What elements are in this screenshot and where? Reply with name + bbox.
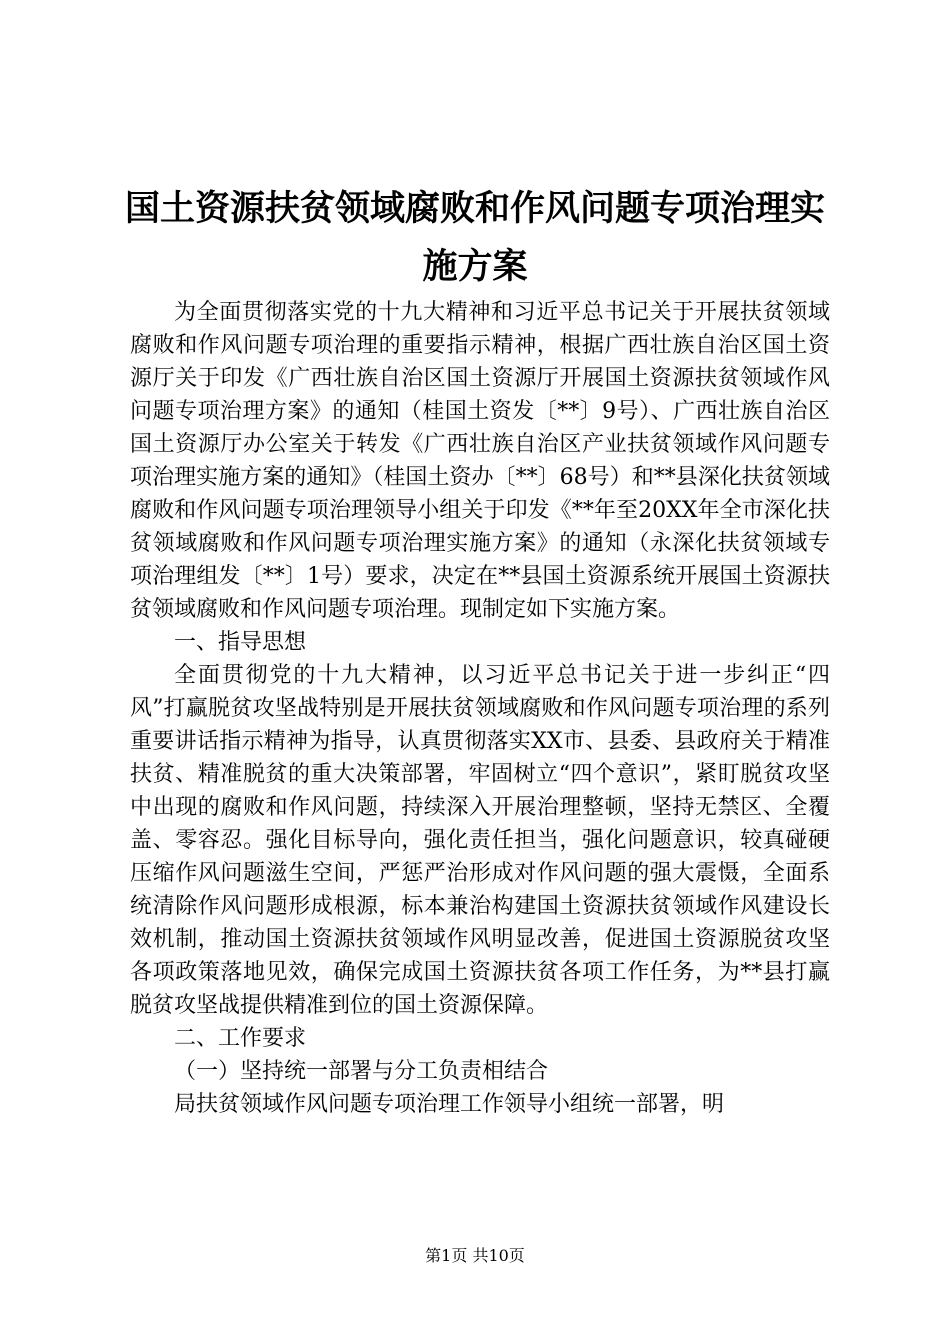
subsection-paragraph-1: 局扶贫领域作风问题专项治理工作领导小组统一部署，明 [174, 1092, 725, 1117]
document-title-line-1: 国土资源扶贫领域腐败和作风问题专项治理实 [124, 188, 825, 229]
section-heading-work-requirements: 二、工作要求 [174, 1026, 307, 1051]
document-title-line-2: 施方案 [422, 246, 528, 287]
guiding-thought-paragraph: 全面贯彻党的十九大精神，以习近平总书记关于进一步纠正“四风”打赢脱贫攻坚战特别是开展扶贫领域腐败和作风问题专项治理的系列重要讲话指示精神为指导，认真贯彻落实XX市、县委、县政府关于精准扶贫、精准脱贫的重大决策部署，牢固树立“四个意识”，紧盯脱贫攻坚中出现的腐败和作风问题，持续深入开展治理整顿，坚持无禁区、全覆盖、零容忍。强化目标导向，强化责任担当，强化问题意识，较真碰硬压缩作风问题滋生空间，严惩严治形成对作风问题的强大震慑，全面系统清除作风问题形成根源，标本兼治构建国土资源扶贫领域作风建设长效机制，推动国土资源扶贫领域作风明显改善，促进国土资源脱贫攻坚各项政策落地见效，确保完成国土资源扶贫各项工作任务，为**县打赢脱贫攻坚战提供精准到位的国土资源保障。 [130, 663, 830, 1018]
document-body [130, 296, 830, 1121]
intro-paragraph: 为全面贯彻落实党的十九大精神和习近平总书记关于开展扶贫领域腐败和作风问题专项治理的重要指示精神，根据广西壮族自治区国土资源厅关于印发《广西壮族自治区国土资源厅开展国土资源扶贫领域作风问题专项治理方案》的通知（桂国土资发〔**〕9号）、广西壮族自治区国土资源厅办公室关于转发《广西壮族自治区产业扶贫领域作风问题专项治理实施方案的通知》（桂国土资办〔**〕68号）和**县深化扶贫领域腐败和作风问题专项治理领导小组关于印发《**年至20XX年全市深化扶贫领域腐败和作风问题专项治理实施方案》的通知（永深化扶贫领域专项治理组发〔**〕1号）要求，决定在**县国土资源系统开展国土资源扶贫领域腐败和作风问题专项治理。现制定如下实施方案。 [130, 300, 830, 622]
page-footer: 第1页 共10页 [425, 1246, 525, 1265]
subsection-heading-1: （一）坚持统一部署与分工负责相结合 [174, 1059, 549, 1084]
section-heading-guiding-thought: 一、指导思想 [174, 630, 307, 655]
